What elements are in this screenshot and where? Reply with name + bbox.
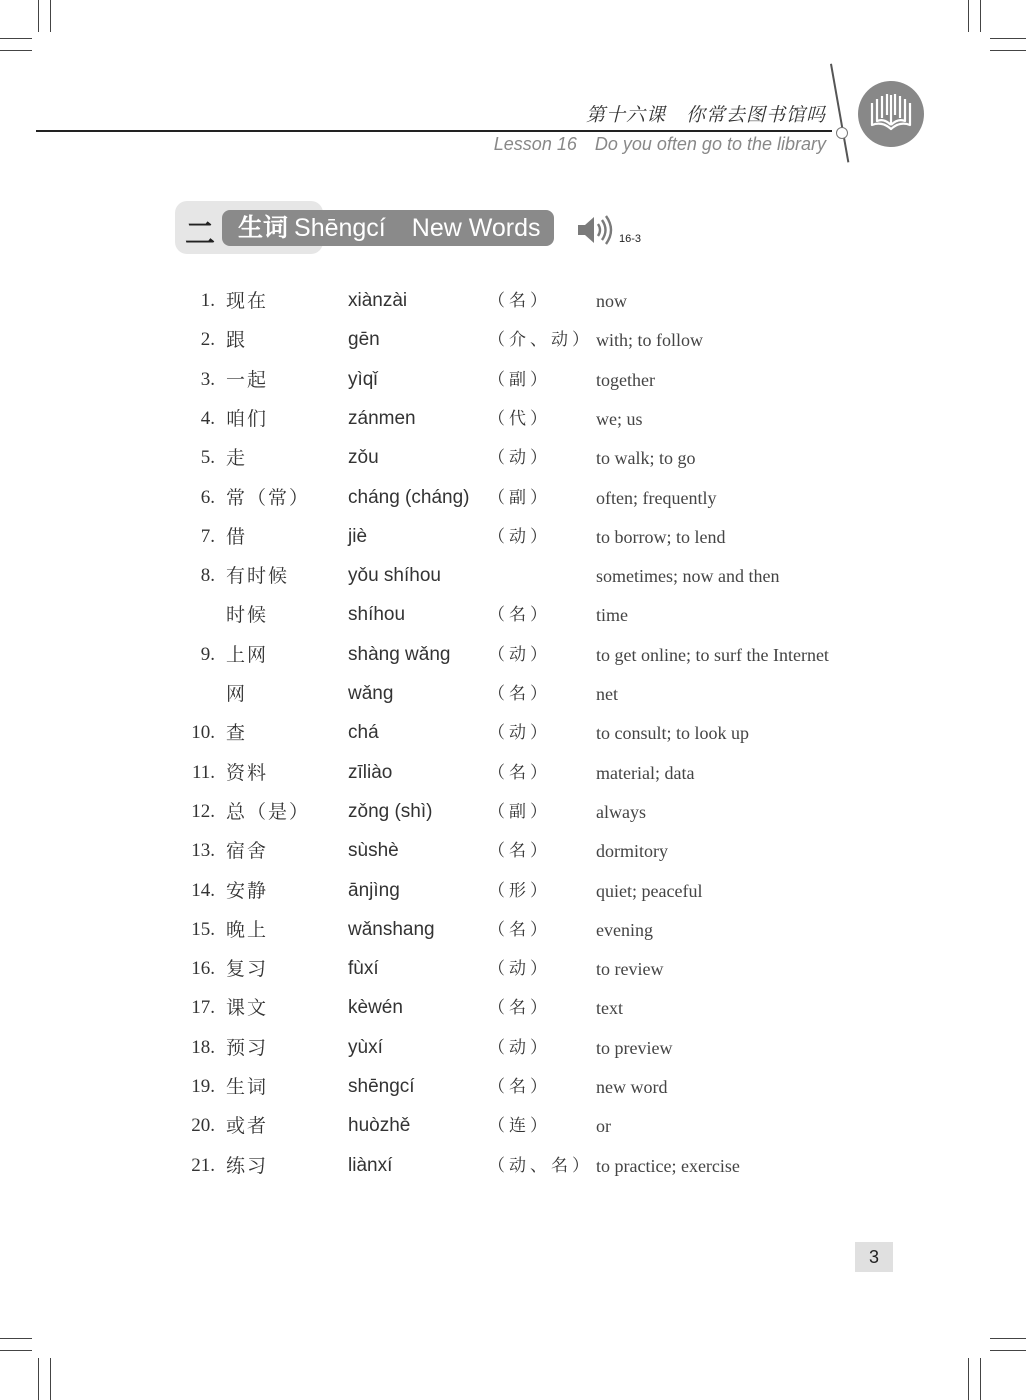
vocab-pinyin: shēngcí: [348, 1076, 415, 1097]
vocab-english: or: [596, 1116, 611, 1137]
vocab-part-of-speech: （代）: [488, 408, 551, 429]
vocab-pinyin: fùxí: [348, 958, 379, 980]
vocab-row: [0, 638, 1026, 672]
vocab-part-of-speech: （名）: [488, 841, 551, 862]
vocab-number: 16.: [191, 958, 215, 980]
vocab-english: together: [596, 369, 655, 390]
vocab-row: [0, 756, 1026, 790]
vocab-number: 4.: [200, 407, 215, 429]
vocab-hanzi: 宿舍: [226, 840, 269, 863]
vocab-pinyin: ānjìng: [348, 879, 400, 901]
vocab-number: 17.: [191, 997, 215, 1019]
crop-mark: [990, 1350, 1026, 1351]
vocab-pinyin: wǎnshang: [348, 918, 435, 940]
vocab-number: 2.: [200, 329, 215, 351]
vocab-hanzi: 复习: [226, 958, 269, 981]
vocab-hanzi: 预习: [226, 1036, 269, 1059]
vocab-part-of-speech: （动、名）: [488, 1155, 593, 1176]
vocab-pinyin: zǒng (shì): [348, 800, 433, 822]
vocab-row: [0, 1070, 1026, 1104]
vocab-row: [0, 363, 1026, 397]
vocab-part-of-speech: （名）: [488, 684, 551, 704]
vocab-number: 7.: [200, 525, 215, 547]
vocab-row: [0, 1031, 1026, 1065]
speaker-icon[interactable]: [575, 214, 615, 250]
vocab-part-of-speech: （动）: [488, 959, 551, 980]
vocab-hanzi: 晚上: [226, 918, 269, 941]
vocab-english: net: [596, 684, 618, 704]
section-title-chinese: 生词: [238, 213, 289, 242]
crop-mark: [0, 50, 32, 51]
vocab-pinyin: yǒu shíhou: [348, 565, 441, 587]
vocab-number: 20.: [191, 1115, 215, 1137]
vocab-number: 21.: [191, 1154, 215, 1176]
vocab-row: [0, 795, 1026, 829]
crop-mark: [968, 0, 969, 32]
vocab-part-of-speech: （名）: [488, 1077, 551, 1097]
vocab-hanzi: 时候: [226, 604, 269, 627]
vocab-pinyin: yùxí: [348, 1036, 383, 1058]
vocab-row: [0, 441, 1026, 475]
book-logo-icon: [858, 81, 924, 147]
vocab-english: to practice; exercise: [596, 1155, 740, 1176]
lesson-label: Lesson 16: [493, 134, 577, 154]
vocab-part-of-speech: （名）: [488, 998, 551, 1019]
audio-track-code: 16-3: [619, 233, 642, 245]
vocab-part-of-speech: （动）: [488, 526, 551, 547]
vocab-english: with; to follow: [596, 330, 703, 351]
vocab-pinyin: cháng (cháng): [348, 486, 470, 508]
vocab-hanzi: 练习: [226, 1154, 269, 1177]
vocab-pinyin: zánmen: [348, 407, 416, 429]
vocab-part-of-speech: （连）: [488, 1116, 551, 1137]
vocab-pinyin: huòzhě: [348, 1115, 411, 1137]
vocab-english: material; data: [596, 762, 695, 783]
lesson-title-en: Do you often go to the library: [594, 134, 826, 154]
crop-mark: [0, 38, 32, 39]
vocab-english: to preview: [596, 1037, 673, 1058]
vocab-number: 14.: [191, 879, 215, 901]
vocab-english: sometimes; now and then: [596, 566, 780, 587]
vocab-part-of-speech: （形）: [488, 880, 551, 901]
vocab-number: 3.: [200, 368, 215, 390]
vocab-english: time: [596, 605, 628, 626]
vocab-row: [0, 1149, 1026, 1183]
crop-mark: [50, 0, 51, 32]
vocab-part-of-speech: （副）: [488, 487, 551, 508]
vocab-english: text: [596, 998, 623, 1019]
crop-mark: [990, 50, 1026, 51]
section-title-pinyin: Shēngcí: [294, 214, 386, 242]
vocab-hanzi: 借: [226, 525, 248, 548]
vocab-english: now: [596, 291, 627, 311]
vocab-english: often; frequently: [596, 487, 717, 508]
vocab-pinyin: wǎng: [348, 683, 394, 704]
vocab-pinyin: chá: [348, 722, 379, 744]
vocab-pinyin: jiè: [348, 525, 368, 547]
vocab-number: 11.: [191, 761, 215, 783]
vocab-number: 6.: [200, 486, 215, 508]
vocab-row: [0, 1109, 1026, 1143]
vocab-english: to borrow; to lend: [596, 526, 726, 547]
vocab-pinyin: zīliào: [348, 761, 393, 783]
crop-mark: [968, 1358, 969, 1400]
vocab-number: 19.: [191, 1076, 215, 1097]
vocab-part-of-speech: （名）: [488, 291, 551, 311]
vocab-english: new word: [596, 1077, 668, 1097]
header-rule: [36, 130, 832, 132]
vocab-row: [0, 284, 1026, 318]
vocab-hanzi: 常（常）: [226, 486, 311, 509]
vocab-pinyin: kèwén: [348, 997, 403, 1019]
vocab-row: [0, 481, 1026, 515]
header-dot: [836, 127, 848, 139]
vocab-pinyin: xiànzài: [348, 290, 408, 311]
vocab-pinyin: zǒu: [348, 447, 379, 469]
vocab-part-of-speech: （动）: [488, 1037, 551, 1058]
vocab-part-of-speech: （名）: [488, 605, 551, 626]
vocab-number: 15.: [191, 918, 215, 940]
crop-mark: [0, 1350, 32, 1351]
vocab-row: [0, 834, 1026, 868]
vocab-pinyin: shíhou: [348, 604, 406, 626]
vocab-hanzi: 咱们: [226, 407, 269, 430]
crop-mark: [0, 1338, 32, 1339]
vocab-hanzi: 走: [226, 447, 248, 470]
vocab-hanzi: 跟: [226, 329, 248, 352]
vocab-hanzi: 生词: [226, 1076, 269, 1098]
vocab-hanzi: 资料: [226, 761, 269, 784]
vocab-part-of-speech: （介、动）: [488, 330, 593, 351]
crop-mark: [980, 1358, 981, 1400]
vocab-row: [0, 402, 1026, 436]
vocab-row: [0, 913, 1026, 947]
vocab-pinyin: sùshè: [348, 840, 399, 862]
vocab-row: [0, 559, 1026, 593]
vocab-hanzi: 课文: [226, 997, 269, 1020]
vocab-number: 12.: [191, 800, 215, 822]
vocab-pinyin: yìqǐ: [348, 368, 378, 390]
vocab-part-of-speech: （动）: [488, 448, 551, 469]
vocab-english: to consult; to look up: [596, 723, 749, 744]
vocab-part-of-speech: （动）: [488, 723, 551, 744]
vocab-number: 13.: [191, 840, 215, 862]
vocab-pinyin: liànxí: [348, 1154, 393, 1176]
page-number: 3: [855, 1242, 893, 1272]
vocab-english: quiet; peaceful: [596, 880, 703, 901]
vocab-row: [0, 677, 1026, 711]
running-header-english: [494, 134, 826, 155]
vocab-number: 18.: [191, 1036, 215, 1058]
vocab-part-of-speech: （动）: [488, 644, 551, 665]
vocab-english: always: [596, 801, 646, 822]
vocab-number: 1.: [200, 290, 215, 311]
vocab-row: [0, 323, 1026, 357]
vocab-english: evening: [596, 919, 653, 940]
vocab-hanzi: 网: [226, 683, 248, 705]
vocab-part-of-speech: （名）: [488, 919, 551, 940]
vocab-row: [0, 952, 1026, 986]
vocab-english: dormitory: [596, 841, 668, 862]
vocab-pinyin: gēn: [348, 329, 380, 351]
vocab-row: [0, 598, 1026, 632]
vocab-number: 5.: [200, 447, 215, 469]
vocab-hanzi: 一起: [226, 368, 269, 391]
running-header-chinese: 第十六课 你常去图书馆吗: [585, 104, 826, 126]
vocab-english: we; us: [596, 408, 643, 429]
vocab-hanzi: 现在: [226, 290, 269, 312]
vocab-number: 8.: [200, 565, 215, 587]
crop-mark: [38, 1358, 39, 1400]
vocab-row: [0, 716, 1026, 750]
crop-mark: [50, 1358, 51, 1400]
section-title-english: New Words: [411, 214, 541, 242]
vocab-part-of-speech: （名）: [488, 762, 551, 783]
header-divider: [830, 64, 849, 163]
vocab-part-of-speech: （副）: [488, 801, 551, 822]
crop-mark: [990, 38, 1026, 39]
vocab-hanzi: 或者: [226, 1115, 269, 1138]
vocab-hanzi: 上网: [226, 643, 269, 666]
vocab-pinyin: shàng wǎng: [348, 643, 451, 665]
vocab-hanzi: 安静: [226, 879, 269, 902]
vocab-english: to get online; to surf the Internet: [596, 644, 829, 665]
crop-mark: [38, 0, 39, 32]
section-title: [222, 210, 554, 246]
vocab-number: 10.: [191, 722, 215, 744]
vocab-hanzi: 查: [226, 722, 248, 745]
vocab-english: to review: [596, 959, 664, 980]
vocab-row: [0, 991, 1026, 1025]
vocab-hanzi: 有时候: [226, 565, 290, 588]
crop-mark: [980, 0, 981, 32]
vocab-row: [0, 520, 1026, 554]
section-number: 二: [185, 217, 215, 252]
vocab-hanzi: 总（是）: [226, 800, 311, 823]
vocab-english: to walk; to go: [596, 448, 696, 469]
crop-mark: [990, 1338, 1026, 1339]
vocab-number: 9.: [200, 643, 215, 665]
vocab-part-of-speech: （副）: [488, 369, 551, 390]
vocab-row: [0, 874, 1026, 908]
